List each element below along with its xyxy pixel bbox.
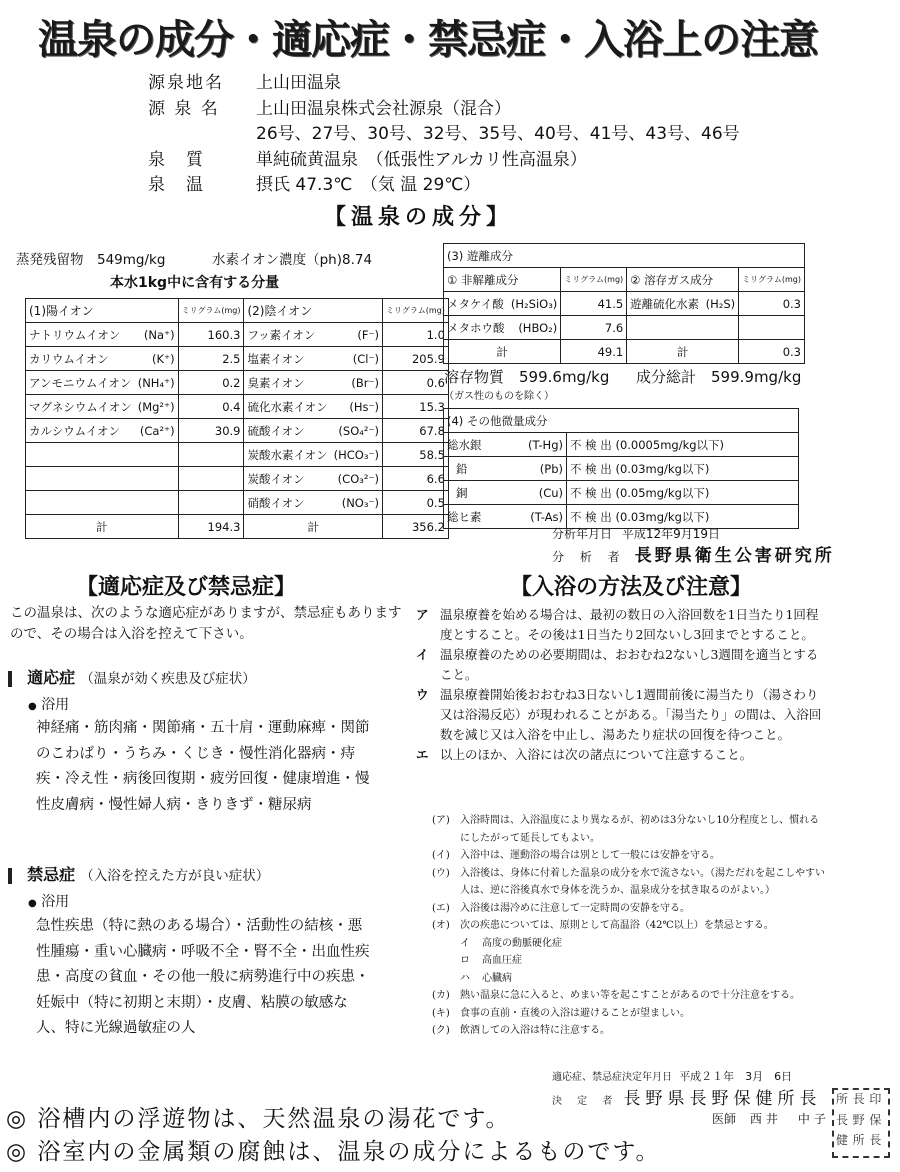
table-row — [26, 323, 449, 347]
official-seal-stamp — [832, 1088, 890, 1158]
item-text: 以上のほか、入浴には次の諸点について注意すること。 — [440, 747, 753, 762]
info-label: 源 泉 名 — [148, 99, 220, 119]
dissolved-note: （ガス性のものを除く） — [444, 391, 554, 402]
decision-date: 平成２１年 3月 6日 — [679, 1070, 793, 1083]
anion-symbol: (Hs⁻) — [331, 395, 383, 419]
free-header-row — [444, 244, 805, 268]
seal-char: 印 — [869, 1092, 882, 1106]
trace-symbol: (T-Hg) — [510, 433, 567, 457]
cation-symbol: (Ca²⁺) — [135, 419, 178, 443]
cation-value: 30.9 — [178, 419, 244, 443]
item-mark: ア — [416, 607, 429, 622]
table-row — [26, 371, 449, 395]
info-value: 単純硫黄温泉 （低張性アルカリ性高温泉） — [256, 150, 587, 170]
gas-name: 遊離硫化水素 — [627, 292, 703, 316]
sub-item-text: 熱い温泉に急に入ると、めまい等を起こすことがあるので十分注意をする。 — [460, 990, 800, 1001]
component-symbol: (HBO₂) — [508, 316, 561, 340]
anion-symbol: (Br⁻) — [331, 371, 383, 395]
indication-title: 適応症 — [27, 668, 76, 687]
anion-header-spacer — [331, 299, 383, 323]
trace-value: 不 検 出 (0.03mg/kg以下) — [567, 457, 799, 481]
info-spring-numbers — [148, 119, 740, 144]
bath-use-label-row — [28, 694, 69, 714]
info-label: 源泉地名 — [148, 73, 224, 93]
sub-item-mark: (キ) — [432, 1007, 450, 1019]
cation-value: 0.4 — [178, 395, 244, 419]
anion-symbol: (CO₃²⁻) — [331, 467, 383, 491]
cation-name: カリウムイオン — [26, 347, 135, 371]
notice-hot-spring-flowers: ◎ 浴槽内の浮遊物は、天然温泉の湯花です。 — [6, 1106, 511, 1132]
component-value: 41.5 — [561, 292, 627, 316]
cation-symbol: (NH₄⁺) — [135, 371, 178, 395]
indication-list: 神経痛・筋肉痛・関節痛・五十肩・運動麻痺・関節のこわばり・うちみ・くじき・慢性消化器病・痔疾・冷え性・病後回復期・疲労回復・健康増進・慢性皮膚病・慢性婦人病・きりきず・糖尿病 — [36, 720, 370, 813]
disease-mark: ハ — [460, 972, 470, 984]
cation-name: カルシウムイオン — [26, 419, 135, 443]
seal-char: 長 — [869, 1133, 882, 1148]
total-label: 計 — [444, 340, 561, 364]
disease-mark: イ — [460, 937, 470, 949]
analyst-name: 長野県衛生公害研究所 — [634, 546, 835, 566]
sub-item — [432, 865, 828, 900]
decision-date-label: 適応症、禁忌症決定年月日 — [552, 1072, 672, 1083]
doctor-name: 西井 中子 — [749, 1112, 830, 1126]
bathing-main-list — [416, 605, 830, 765]
seal-char: 健 — [836, 1133, 849, 1148]
trace-value: 不 検 出 (0.0005mg/kg以下) — [567, 433, 799, 457]
disease-item — [460, 935, 828, 953]
info-value: 上山田温泉 — [256, 73, 341, 93]
disease-text: 心臓病 — [482, 972, 512, 984]
gas-header: ② 溶存ガス成分 — [627, 268, 739, 292]
anion-header: (2)陰イオン — [244, 299, 331, 323]
bath-use-label: 浴用 — [41, 697, 70, 713]
nondiss-total: 49.1 — [561, 340, 627, 364]
analysis-date: 平成12年9月19日 — [621, 527, 721, 541]
anion-total: 356.2 — [383, 515, 449, 539]
trace-name: 総水銀 — [444, 433, 511, 457]
ph-value: 水素イオン濃度（ph)8.74 — [212, 252, 373, 268]
table-row — [444, 457, 799, 481]
disease-item — [460, 952, 828, 970]
anion-name: 硝酸イオン — [244, 491, 331, 515]
table-header-row — [444, 268, 805, 292]
sub-item — [432, 917, 828, 935]
gas-symbol: (H₂S) — [702, 292, 738, 316]
anion-symbol: (F⁻) — [331, 323, 383, 347]
cation-symbol: (Mg²⁺) — [135, 395, 178, 419]
analyst-row — [552, 541, 835, 566]
table-row — [26, 467, 449, 491]
seal-char: 所 — [836, 1092, 849, 1106]
indication-title-row — [8, 665, 256, 688]
indication-subtitle: （温泉が効く疾患及び症状） — [80, 671, 256, 687]
info-spring-name — [148, 94, 511, 119]
bathing-item — [416, 605, 830, 645]
decider-name: 長野県長野保健所長 — [623, 1089, 822, 1109]
item-mark: エ — [416, 747, 429, 762]
anion-name: 硫化水素イオン — [244, 395, 331, 419]
cation-name: マグネシウムイオン — [26, 395, 135, 419]
bathing-item — [416, 685, 830, 745]
table-row — [444, 433, 799, 457]
anion-name: 塩素イオン — [244, 347, 331, 371]
contraindication-subtitle: （入浴を控えた方が良い症状） — [80, 868, 270, 884]
info-spring-quality — [148, 145, 587, 170]
cation-value: 0.2 — [178, 371, 244, 395]
anion-value: 0.5 — [383, 491, 449, 515]
trace-symbol: (T-As) — [510, 505, 567, 529]
component-total: 成分総計 599.9mg/kg — [636, 368, 802, 386]
cation-value: 2.5 — [178, 347, 244, 371]
anion-value: 58.5 — [383, 443, 449, 467]
component-symbol: (H₂SiO₃) — [508, 292, 561, 316]
sub-item — [432, 847, 828, 865]
notice-metal-corrosion: ◎ 浴室内の金属類の腐蝕は、温泉の成分によるものです。 — [6, 1139, 661, 1165]
cation-value — [178, 443, 244, 467]
nondiss-header: ① 非解離成分 — [444, 268, 561, 292]
total-label: 計 — [627, 340, 739, 364]
seal-char: 長 — [852, 1092, 865, 1106]
component-name: メタケイ酸 — [444, 292, 508, 316]
gas-value — [739, 316, 805, 340]
info-value: 26号、27号、30号、32号、35号、40号、41号、43号、46号 — [256, 124, 740, 144]
table-row — [26, 419, 449, 443]
cation-value — [178, 491, 244, 515]
trace-value: 不 検 出 (0.03mg/kg以下) — [567, 505, 799, 529]
trace-name: 総ヒ素 — [444, 505, 511, 529]
table-row — [26, 443, 449, 467]
table-row — [26, 347, 449, 371]
anion-value: 15.3 — [383, 395, 449, 419]
seal-char: 所 — [852, 1133, 865, 1148]
anion-name: 炭酸イオン — [244, 467, 331, 491]
cation-name — [26, 491, 135, 515]
table-header-row — [26, 299, 449, 323]
table-row — [444, 292, 805, 316]
table-row — [26, 491, 449, 515]
item-mark: イ — [416, 647, 429, 662]
sub-item — [432, 900, 828, 918]
anion-name: 硫酸イオン — [244, 419, 331, 443]
trace-symbol: (Cu) — [510, 481, 567, 505]
trace-header: (4) その他微量成分 — [444, 409, 799, 433]
gas-symbol — [702, 316, 738, 340]
cation-symbol — [135, 443, 178, 467]
disease-list — [432, 935, 828, 988]
total-label: 計 — [244, 515, 383, 539]
doctor-row — [712, 1110, 830, 1127]
unit-label: ミリグラム(mg) — [178, 299, 244, 323]
trace-value: 不 検 出 (0.05mg/kg以下) — [567, 481, 799, 505]
bathing-item — [416, 745, 830, 765]
info-spring-temperature — [148, 170, 480, 195]
circle-bullet-icon: ● — [28, 701, 37, 712]
anion-value: 0.6 — [383, 371, 449, 395]
sub-item-mark: (エ) — [432, 902, 450, 914]
evaporation-residue: 蒸発残留物 549mg/kg — [16, 252, 166, 268]
sub-item-mark: (オ) — [432, 920, 450, 931]
bullet-bar-icon — [8, 868, 12, 884]
anion-value: 205.9 — [383, 347, 449, 371]
dissolved-matter: 溶存物質 599.6mg/kg — [444, 368, 610, 386]
table-row — [444, 316, 805, 340]
contraindication-title-row — [8, 862, 269, 885]
anion-symbol: (NO₃⁻) — [331, 491, 383, 515]
disease-text: 高度の動脈硬化症 — [482, 937, 562, 949]
seal-char: 野 — [852, 1112, 865, 1127]
component-name: メタホウ酸 — [444, 316, 508, 340]
info-spring-location — [148, 68, 341, 93]
free-components-table — [443, 243, 805, 364]
sub-item-text: 食事の直前・直後の入浴は避けることが望ましい。 — [460, 1007, 690, 1019]
analyst-label: 分 析 者 — [552, 550, 626, 564]
info-label: 泉 温 — [148, 175, 205, 195]
info-value: 上山田温泉株式会社源泉（混合） — [256, 99, 511, 119]
anion-value: 6.6 — [383, 467, 449, 491]
sub-item-text: 次の疾患については、原則として高温浴（42℃以上）を禁忌とする。 — [460, 920, 774, 931]
cation-total: 194.3 — [178, 515, 244, 539]
bathing-heading: 【入浴の方法及び注意】 — [510, 574, 753, 600]
bathing-item — [416, 645, 830, 685]
sub-item — [432, 1005, 828, 1023]
sub-item-mark: (ウ) — [432, 867, 450, 879]
trace-name: 銅 — [444, 481, 511, 505]
component-value: 7.6 — [561, 316, 627, 340]
anion-name: 臭素イオン — [244, 371, 331, 395]
gas-name — [627, 316, 703, 340]
document-title: 温泉の成分・適応症・禁忌症・入浴上の注意 — [38, 17, 818, 63]
sub-item-mark: (ク) — [432, 1025, 450, 1036]
bath-use-label-row — [28, 891, 69, 911]
cation-symbol: (K⁺) — [135, 347, 178, 371]
cation-header: (1)陽イオン — [26, 299, 135, 323]
indications-heading: 【適応症及び禁忌症】 — [76, 574, 297, 600]
cation-name — [26, 443, 135, 467]
cation-value: 160.3 — [178, 323, 244, 347]
sub-item — [432, 812, 828, 847]
unit-label: ミリグラム(mg) — [561, 268, 627, 292]
analysis-date-row — [552, 525, 720, 542]
anion-symbol: (Cl⁻) — [331, 347, 383, 371]
trace-components-table — [443, 408, 799, 529]
trace-name: 鉛 — [444, 457, 511, 481]
sub-item — [432, 1022, 828, 1040]
disease-text: 高血圧症 — [482, 955, 522, 966]
anion-symbol: (SO₄²⁻) — [331, 419, 383, 443]
cation-header-spacer — [135, 299, 178, 323]
sub-item-mark: (カ) — [432, 990, 450, 1001]
anion-value: 67.8 — [383, 419, 449, 443]
cation-name: ナトリウムイオン — [26, 323, 135, 347]
sub-item-text: 入浴中は、運動浴の場合は別として一般には安静を守る。 — [460, 850, 720, 861]
anion-name: 炭酸水素イオン — [244, 443, 331, 467]
sub-item-text: 入浴後は、身体に付着した温泉の成分を水で流さない。（湯ただれを起こしやすい人は、逆に浴後真水で身体を洗うか、温泉成分を拭き取るのがよい。） — [460, 867, 825, 896]
disease-item — [460, 970, 828, 988]
sub-item-text: 入浴時間は、入浴温度により異なるが、初めは3分ないし10分程度とし、慣れるにしたがって延長してもよい。 — [460, 815, 820, 844]
indications-intro: この温泉は、次のような適応症がありますが、禁忌症もありますので、その場合は入浴を控えて下さい。 — [10, 605, 402, 642]
table-row — [26, 395, 449, 419]
item-mark: ウ — [416, 687, 429, 702]
unit-label: ミリグラム(mg) — [739, 268, 805, 292]
table-row — [444, 481, 799, 505]
decision-date-row — [552, 1068, 792, 1084]
sub-item-mark: (ア) — [432, 815, 450, 826]
seal-char: 長 — [836, 1112, 849, 1127]
sub-item-text: 飲酒しての入浴は特に注意する。 — [460, 1025, 610, 1036]
info-label — [148, 119, 256, 144]
circle-bullet-icon: ● — [28, 898, 37, 909]
item-text: 温泉療養のための必要期間は、おおむね2ないし3週間を適当とすること。 — [440, 647, 819, 682]
bullet-bar-icon — [8, 671, 12, 687]
anion-value: 1.0 — [383, 323, 449, 347]
info-value: 摂氏 47.3℃ （気 温 29℃） — [256, 175, 481, 195]
bathing-sub-list — [432, 812, 828, 1040]
cation-name: アンモニウムイオン — [26, 371, 135, 395]
item-text: 温泉療養開始後おおむね3日ないし1週間前後に湯当たり（湯さわり又は浴湯反応）が現われることがある。「湯当たり」の間は、入浴回数を減じ又は入浴を中止し、湯あたり症状の回復を待つこと。 — [440, 687, 822, 742]
bath-use-label: 浴用 — [41, 894, 70, 910]
cation-symbol: (Na⁺) — [135, 323, 178, 347]
unit-label: ミリグラム(mg) — [383, 299, 449, 323]
components-heading: 【温泉の成分】 — [324, 204, 514, 230]
seal-char: 保 — [869, 1112, 882, 1127]
total-label: 計 — [26, 515, 179, 539]
sub-item-text: 入浴後は湯冷めに注意して一定時間の安静を守る。 — [460, 902, 690, 914]
anion-name: フッ素イオン — [244, 323, 331, 347]
cation-symbol — [135, 467, 178, 491]
sub-item-mark: (イ) — [432, 850, 450, 861]
per-kg-heading: 本水1kg中に含有する分量 — [110, 275, 280, 291]
cation-value — [178, 467, 244, 491]
ions-table — [25, 298, 449, 539]
table-total-row — [444, 340, 805, 364]
analysis-date-label: 分析年月日 — [552, 527, 613, 541]
free-header: (3) 遊離成分 — [444, 244, 805, 268]
cation-symbol — [135, 491, 178, 515]
sub-item — [432, 987, 828, 1005]
contraindication-list: 急性疾患（特に熱のある場合）・活動性の結核・悪性腫瘍・重い心臓病・呼吸不全・腎不全・出血性疾患・高度の貧血・その他一般に病勢進行中の疾患・妊娠中（特に初期と末期）・皮膚、粘膜の敏感な人、特に光線過敏症の人 — [36, 918, 370, 1036]
info-label: 泉 質 — [148, 150, 205, 170]
trace-header-row — [444, 409, 799, 433]
decider-label: 決 定 者 — [552, 1096, 619, 1107]
cation-name — [26, 467, 135, 491]
item-text: 温泉療養を始める場合は、最初の数日の入浴回数を1日当たり1回程度とすること。その後は1日当たり2回ないし3回までとすること。 — [440, 607, 819, 642]
doctor-label: 医師 — [712, 1112, 737, 1126]
decider-row — [552, 1084, 821, 1109]
anion-symbol: (HCO₃⁻) — [331, 443, 383, 467]
gas-value: 0.3 — [739, 292, 805, 316]
trace-symbol: (Pb) — [510, 457, 567, 481]
gas-total: 0.3 — [739, 340, 805, 364]
contraindication-title: 禁忌症 — [27, 865, 76, 884]
disease-mark: ロ — [460, 955, 470, 966]
table-total-row — [26, 515, 449, 539]
